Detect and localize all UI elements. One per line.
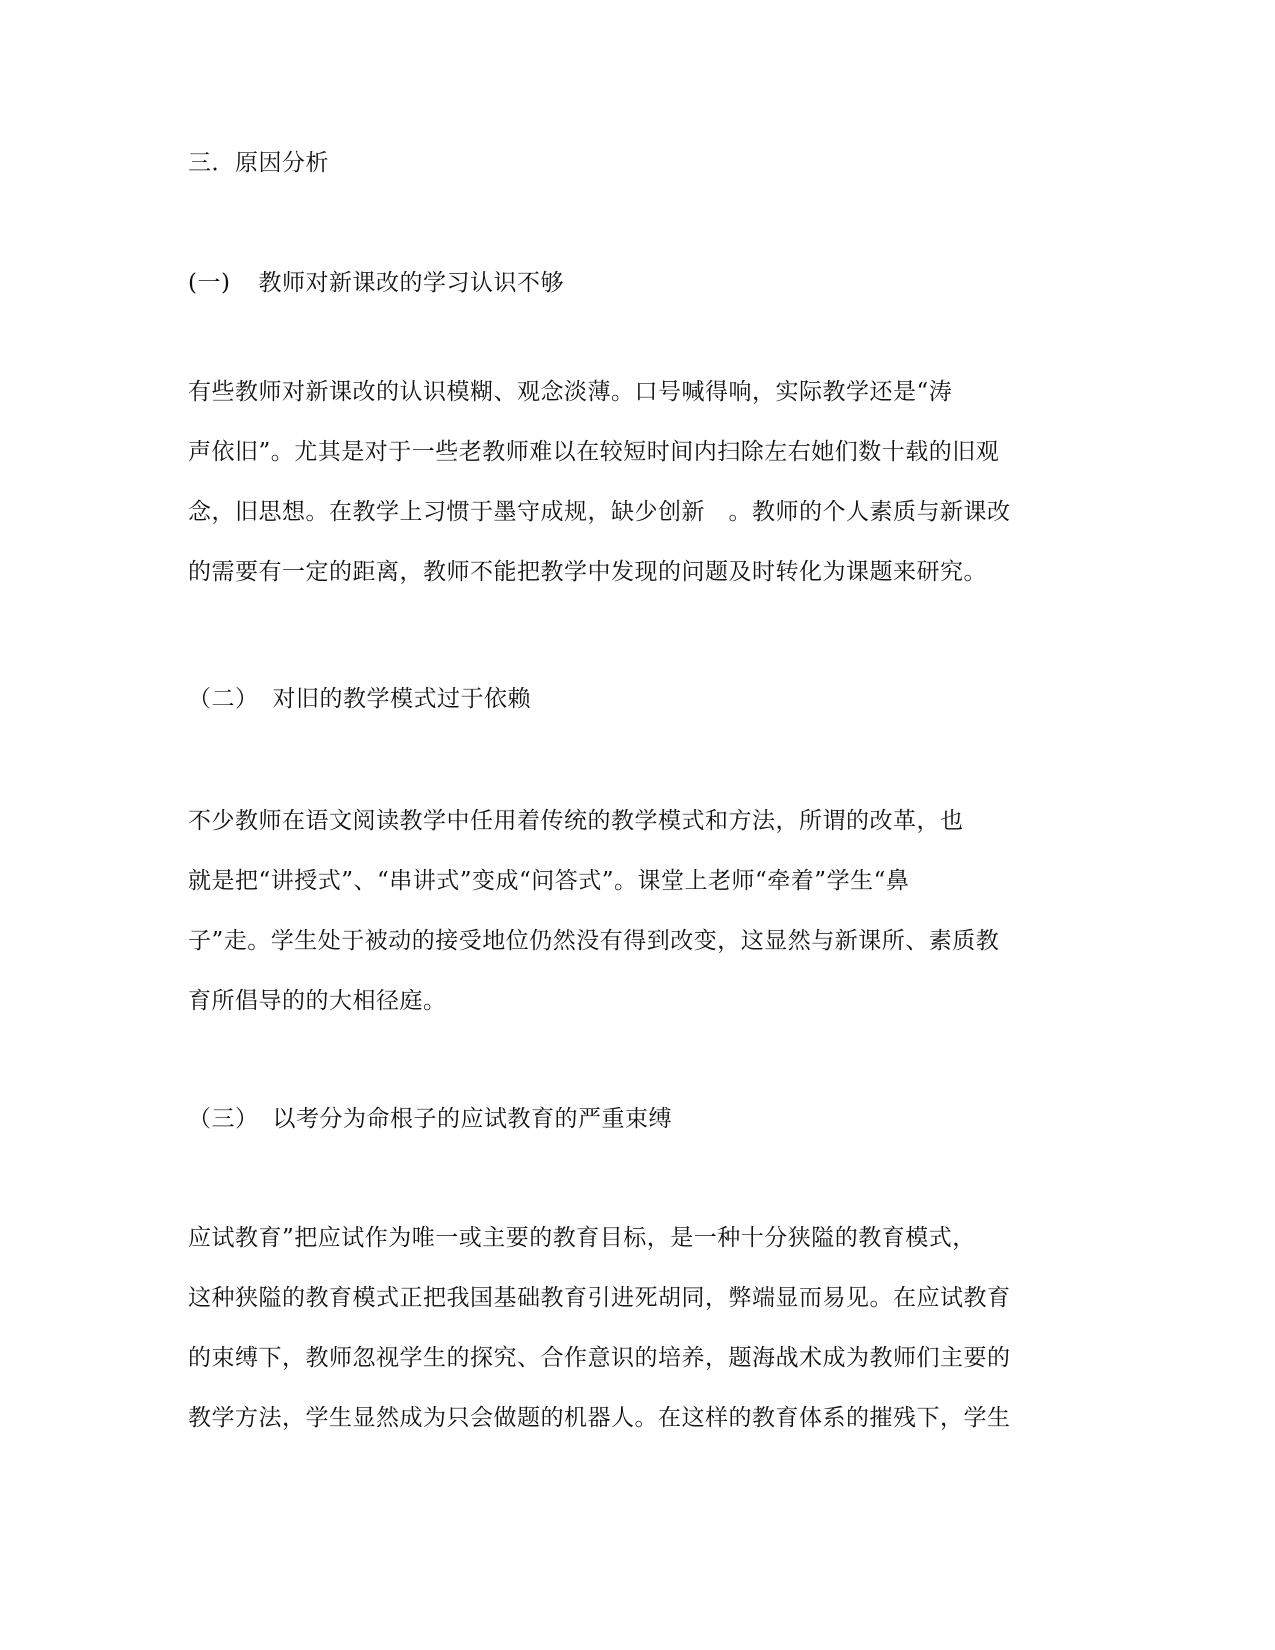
subsection-marker-2: （二） [188, 686, 259, 712]
section-title: 三．原因分析 [188, 150, 329, 176]
subsection-marker-3: （三） [188, 1106, 259, 1132]
paragraph-line: 教学方法，学生显然成为只会做题的机器人。在这样的教育体系的摧残下，学生 [188, 1405, 1011, 1431]
subsection-heading-text-1: 教师对新课改的学习认识不够 [258, 270, 564, 296]
subsection-heading-2 [188, 684, 531, 714]
subsection-heading-1 [188, 268, 564, 298]
paragraph-line: 应试教育”把应试作为唯一或主要的教育目标，是一种十分狭隘的教育模式， [188, 1225, 976, 1251]
paragraph-line: 这种狭隘的教育模式正把我国基础教育引进死胡同，弊端显而易见。在应试教育 [188, 1285, 1011, 1311]
paragraph-line: 有些教师对新课改的认识模糊、观念淡薄。口号喊得响，实际教学还是“涛 [188, 379, 953, 405]
paragraph-line: 声依旧”。尤其是对于一些老教师难以在较短时间内扫除左右她们数十载的旧观 [188, 439, 1000, 465]
subsection-heading-3 [188, 1104, 672, 1134]
paragraph-line: 就是把“讲授式”、“串讲式”变成“问答式”。课堂上老师“牵着”学生“鼻 [188, 868, 910, 894]
paragraph-line: 念，旧思想。在教学上习惯于墨守成规，缺少创新 。教师的个人素质与新课改 [188, 499, 1011, 525]
subsection-heading-text-3: 以考分为命根子的应试教育的严重束缚 [272, 1106, 672, 1132]
subsection-heading-text-2: 对旧的教学模式过于依赖 [272, 686, 531, 712]
paragraph-line: 的束缚下，教师忽视学生的探究、合作意识的培养，题海战术成为教师们主要的 [188, 1345, 1011, 1371]
subsection-marker-1: (一) [188, 270, 231, 296]
paragraph-line: 的需要有一定的距离，教师不能把教学中发现的问题及时转化为课题来研究。 [188, 559, 987, 585]
paragraph-line: 子”走。学生处于被动的接受地位仍然没有得到改变，这显然与新课所、素质教 [188, 928, 1000, 954]
paragraph-line: 育所倡导的的大相径庭。 [188, 988, 447, 1014]
paragraph-line: 不少教师在语文阅读教学中任用着传统的教学模式和方法，所谓的改革，也 [188, 808, 964, 834]
